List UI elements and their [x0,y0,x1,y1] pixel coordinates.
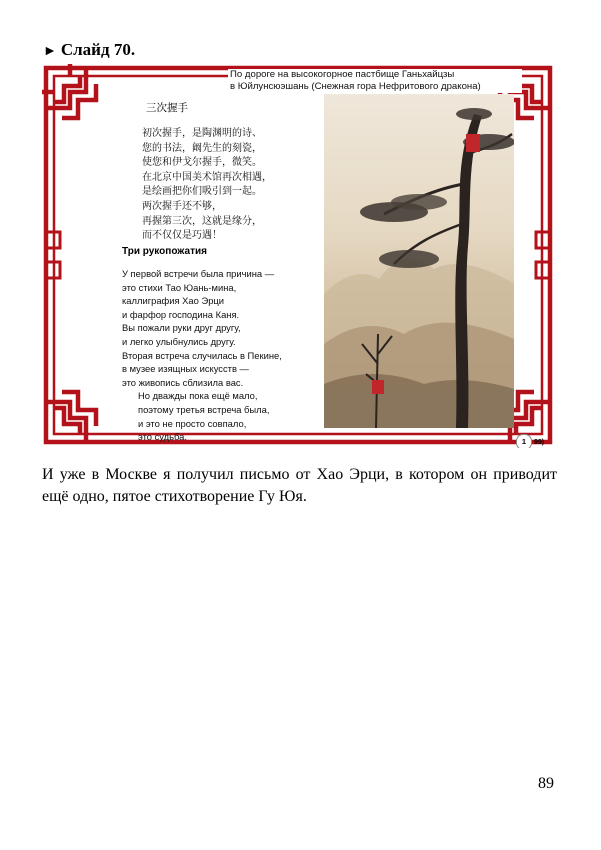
poem-russian-line: Но дважды пока ещё мало, [138,390,258,402]
poem-chinese-line: 而不仅仅是巧遇！ [142,230,222,242]
poem-chinese-line: 两次握手还不够， [142,200,222,212]
poem-russian-line: это стихи Тао Юань-мина, [122,281,237,293]
slide-heading [43,40,135,60]
poem-russian-line: и это не просто совпало, [138,417,247,429]
poem-russian-line: и легко улыбнулись другу. [122,335,236,347]
poem-chinese-line: 再握第三次，这就是缘分， [142,215,262,227]
poem-russian-line: поэтому третья встреча была, [138,403,270,415]
slide-badge-text: 99) [533,439,545,446]
poem-russian-line: это живопись сблизила вас. [122,376,244,388]
poem-chinese-line: 您的书法，阚先生的刻瓷， [142,142,262,154]
pine-tree-illustration [324,94,514,428]
caption-line-1: По дороге на высокогорное пастбище Ганьхайцзы [230,69,455,80]
poem-russian-title: Три рукопожатия [122,246,207,257]
caption-line-2: в Юйлунсюэшань (Снежная гора Нефритового дракона) [230,81,481,92]
poem-chinese-line: 初次握手，是陶渊明的诗、 [142,128,262,139]
poem-russian-line: У первой встречи была причина — [122,268,275,279]
poem-russian-line: и фарфор господина Каня. [122,308,240,320]
poem-russian-line: в музее изящных искусств — [122,363,249,375]
slide-image [40,62,556,448]
seal-stamp [372,380,384,394]
slide-caption [228,69,522,93]
seal-stamp [466,134,480,152]
poem-chinese-line: 在北京中国美术馆再次相遇， [142,171,272,183]
slide-page-badge [516,434,544,448]
body-paragraph: И уже в Москве я получил письмо от Хао Эрци, в котором он приводит ещё одно, пятое стихотворение Гу Юя. [42,466,557,505]
ink-painting-pine-tree [324,94,514,428]
poem-russian [122,267,342,444]
poem-russian-line: это судьба. [138,431,187,443]
poem-chinese-line: 使您和伊戈尔握手，微笑。 [142,157,262,169]
poem-russian-line: Вы пожали руки друг другу, [122,322,241,334]
poem-russian-line: Вторая встреча случилась в Пекине, [122,349,282,361]
poem-chinese [142,127,342,244]
poem-chinese-line: 是绘画把你们吸引到一起。 [142,186,262,198]
arrow-right-icon: ► [43,44,57,59]
page-number: 89 [538,775,554,792]
slide-label: Слайд 70. [60,40,136,59]
poem-chinese-title: 三次握手 [146,102,188,114]
slide-number-badge: 1 [516,434,532,448]
poem-russian-line: каллиграфия Хао Эрци [122,295,225,307]
